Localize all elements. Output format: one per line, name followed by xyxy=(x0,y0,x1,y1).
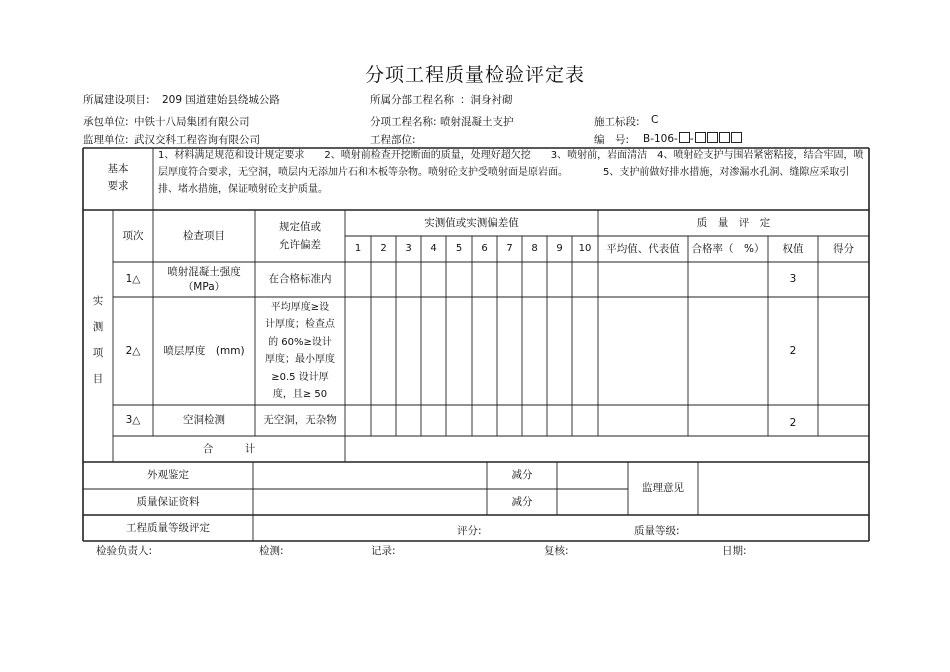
row-item xyxy=(153,262,255,297)
grade-label: 工程质量等级评定 xyxy=(126,521,210,534)
row-weight: 2 xyxy=(789,416,797,429)
quality-docs-label: 质量保证资料 xyxy=(136,495,200,508)
contractor-value: 中铁十八局集团有限公司 xyxy=(134,116,250,128)
measured-col: 2 xyxy=(380,243,387,254)
row-spec: 在合格标准内 xyxy=(268,273,332,286)
requirements-label xyxy=(83,158,153,198)
measured-col: 9 xyxy=(556,243,563,254)
section-label: 施工标段: xyxy=(594,116,640,128)
row-item: 喷层厚度 (mm) xyxy=(163,344,245,357)
quality-grade-label: 质量等级: xyxy=(634,525,680,537)
supervisor-opinion-label: 监理意见 xyxy=(642,482,684,495)
measured-col: 6 xyxy=(481,243,488,254)
row-spec-line: 的 60%≥设计 xyxy=(268,336,332,348)
number-prefix: B-106- xyxy=(643,133,678,145)
deduct-label: 减分 xyxy=(511,495,533,508)
measured-col: 8 xyxy=(531,243,538,254)
row-item: 空洞检测 xyxy=(183,414,225,427)
score-label: 评分: xyxy=(457,525,482,537)
row-spec-line: 计厚度；检查点 xyxy=(265,319,335,330)
inspector-lead-label: 检验负责人: xyxy=(96,545,153,557)
header-spec xyxy=(255,210,345,262)
division-label: 所属分部工程名称 xyxy=(370,94,454,106)
row-spec-line: 厚度；最小厚度 xyxy=(265,354,335,365)
measured-col: 4 xyxy=(430,243,437,254)
header-pass-rate: 合格率（ %） xyxy=(691,242,765,255)
measured-col: 10 xyxy=(578,243,592,254)
row-spec: 无空洞，无杂物 xyxy=(263,414,337,427)
header-avg: 平均值、代表值 xyxy=(606,242,680,255)
reviewer-label: 复核: xyxy=(544,545,569,557)
row-no: 1△ xyxy=(125,273,141,286)
row-spec-line: ≥0.5 设计厚 xyxy=(271,371,329,383)
measured-col: 3 xyxy=(405,243,412,254)
number-separator: - xyxy=(689,133,694,145)
section-value: C xyxy=(651,114,659,126)
row-spec-line: 平均厚度≥设 xyxy=(270,301,330,313)
date-label: 日期: xyxy=(722,545,747,557)
requirements-label-line: 要求 xyxy=(107,180,129,192)
header-score: 得分 xyxy=(833,242,854,255)
measured-col: 1 xyxy=(354,243,362,254)
measured-col: 5 xyxy=(455,243,463,254)
header-no: 项次 xyxy=(122,229,144,242)
header-quality-group: 质 量 评 定 xyxy=(696,216,771,229)
header-item: 检查项目 xyxy=(183,229,225,242)
requirements-text: 1、材料满足规范和设计规定要求 2、喷射前检查开挖断面的质量，处理好超欠挖 3、喷射前，岩面清洁 4、喷射砼支护与围岩紧密粘接，结合牢固，喷层厚度符合要求，无空洞，喷层内无添加片石和木板等杂物。喷射砼支护受喷射面是原岩面。 5、支护前做好排水措施，对渗漏水孔洞、缝隙应采取引排、堵水措施，保证喷射砼支护质量。 xyxy=(158,150,864,195)
row-spec xyxy=(255,297,345,405)
item-name-value: 喷射混凝土支护 xyxy=(440,116,514,128)
header-spec-line: 允许偏差 xyxy=(279,239,321,251)
row-no: 3△ xyxy=(125,414,141,427)
project-value: 209 国道建始县绕城公路 xyxy=(162,94,280,106)
recorder-label: 记录: xyxy=(371,545,396,557)
side-label-char: 测 xyxy=(92,321,104,333)
tester-label: 检测: xyxy=(259,545,284,557)
row-item-line: （MPa） xyxy=(182,280,226,293)
contractor-label: 承包单位: xyxy=(83,116,129,128)
row-no: 2△ xyxy=(125,344,141,357)
side-label-char: 目 xyxy=(92,373,104,385)
row-weight: 3 xyxy=(789,273,797,286)
appearance-label: 外观鉴定 xyxy=(147,469,189,482)
project-label: 所属建设项目: xyxy=(83,94,150,106)
measured-items-side-label xyxy=(83,290,113,390)
side-label-char: 实 xyxy=(92,295,104,307)
supervisor-label: 监理单位: xyxy=(83,134,129,146)
header-spec-line: 规定值或 xyxy=(279,221,321,233)
row-spec-line: 度，且≥ 50 xyxy=(272,389,328,400)
side-label-char: 项 xyxy=(92,347,104,359)
row-item-line: 喷射混凝土强度 xyxy=(167,265,241,278)
total-label: 合 计 xyxy=(202,442,256,455)
number-label: 编 号: xyxy=(594,134,630,146)
measured-col: 7 xyxy=(506,243,513,254)
item-name-label: 分项工程名称: xyxy=(370,116,437,128)
supervisor-value: 武汉交科工程咨询有限公司 xyxy=(134,134,260,146)
header-weight: 权值 xyxy=(782,242,804,255)
header-measured-group: 实测值或实测偏差值 xyxy=(424,216,519,229)
location-label: 工程部位: xyxy=(370,134,416,146)
row-weight: 2 xyxy=(789,344,797,357)
requirements-label-line: 基本 xyxy=(107,163,129,176)
page-title: 分项工程质量检验评定表 xyxy=(364,64,585,86)
deduct-label: 减分 xyxy=(511,469,533,482)
division-value: ：洞身衬砌 xyxy=(460,94,513,106)
